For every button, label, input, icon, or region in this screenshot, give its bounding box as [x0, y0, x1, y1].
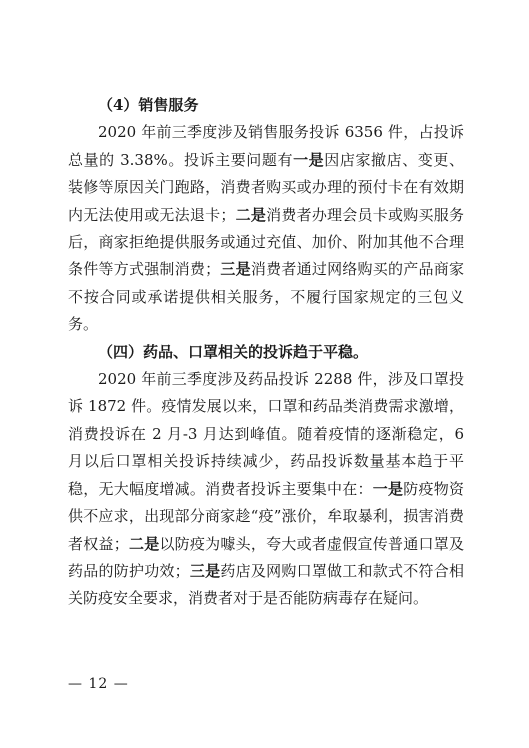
paragraph-medicine-masks	[68, 366, 464, 613]
keyword-first: 一是	[372, 479, 404, 498]
section-heading-medicine-masks: （四）药品、口罩相关的投诉趋于平稳。	[98, 342, 369, 361]
keyword-second: 二是	[128, 534, 160, 553]
text-run: 防疫物资供不应求，出现部分商家趁“疫”涨价，牟取暴利，损害消费者权益；	[68, 479, 464, 553]
keyword-second: 二是	[235, 205, 267, 224]
text-run: 消费者通过网络购买的产品商家不按合同或承诺提供相关服务，不履行国家规定的三包义务。	[68, 260, 464, 334]
text-run: 以防疫为噱头，夸大或者虚假宣传普通口罩及药品的防护功效；	[68, 534, 464, 580]
keyword-third: 三是	[189, 561, 221, 580]
text-run: 2020 年前三季度涉及销售服务投诉 6356 件，占投诉总量的 3.38%。投诉主要问题有	[68, 123, 464, 169]
text-run: 消费者办理会员卡或购买服务后，商家拒绝提供服务或通过充值、加价、附加其他不合理条件等方式强制消费；	[68, 205, 464, 279]
page-content	[68, 92, 464, 613]
section-heading-sales-service: （4）销售服务	[98, 96, 199, 114]
keyword-first: 一是	[293, 150, 325, 169]
text-run: 2020 年前三季度涉及药品投诉 2288 件，涉及口罩投诉 1872 件。疫情发展以来，口罩和药品类消费需求激增，消费投诉在 2 月-3 月达到峰值。随着疫情的逐渐稳定，6 月以后口罩相关投诉持续减少，药品投诉数量基本趋于平稳，无大幅度增减。消费者投诉主要集中在：	[68, 370, 464, 498]
text-run: 药店及网购口罩做工和款式不符合相关防疫安全要求，消费者对于是否能防病毒存在疑问。	[68, 561, 464, 608]
text-run: 因店家撤店、变更、装修等原因关门跑路，消费者购买或办理的预付卡在有效期内无法使用或无法退卡；	[68, 150, 464, 224]
keyword-third: 三是	[220, 260, 251, 279]
paragraph-sales-service	[68, 119, 464, 338]
page-number: — 12 —	[68, 676, 129, 692]
